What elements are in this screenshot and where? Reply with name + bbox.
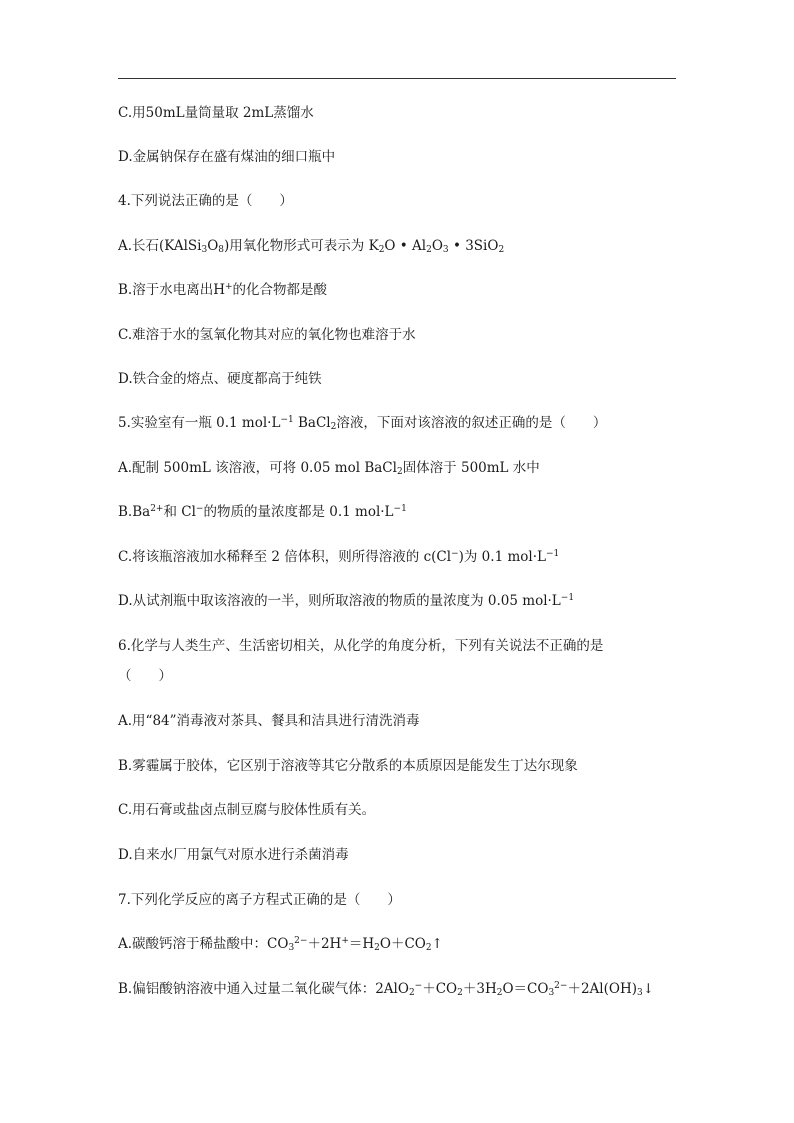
option-4d: D.铁合金的熔点、硬度都高于纯铁: [118, 371, 322, 387]
option-5a: A.配制 500mL 该溶液，可将 0.05 mol BaCl$_2$固体溶于 500mL 水中: [118, 460, 540, 477]
question-6: 6.化学与人类生产、生活密切相关，从化学的角度分析，下列有关说法不正确的是: [118, 638, 604, 654]
option-6a: A.用“84”消毒液对茶具、餐具和洁具进行清洗消毒: [118, 713, 420, 729]
option-4a: A.长石$(KAlSi_3O_8)$用氧化物形式可表示为 $K_2O$ • $Al_2O_3$ • 3SiO$_2$: [118, 238, 505, 255]
option-5b: $B.Ba^{2+}$和 Cl−的物质的量浓度都是 0.1 $mol\cdot L^{-1}$: [118, 504, 407, 520]
question-4: 4.下列说法正确的是（ ）: [118, 193, 293, 209]
option-7a: A.碳酸钙溶于稀盐酸中：$CO_3^{2-}+2H^+=H_2O+CO_2↑$: [118, 936, 443, 953]
option-6d: D.自来水厂用氯气对原水进行杀菌消毒: [118, 847, 349, 863]
option-5c: C.将该瓶溶液加水稀释至 2 倍体积，则所得溶液的 c(Cl−)为 0.1 $mol\cdot L^{-1}$: [118, 549, 560, 565]
header-rule: [118, 78, 676, 79]
option-3d: D.金属钠保存在盛有煤油的细口瓶中: [118, 149, 336, 165]
option-7b: B.偏铝酸钠溶液中通入过量二氧化碳气体：$2AlO_2^-+CO_2+3H_2O=CO_3^{2-}+2Al(OH)_3↓$: [118, 981, 655, 998]
option-6b: B.雾霾属于胶体，它区别于溶液等其它分散系的本质原因是能发生丁达尔现象: [118, 758, 578, 774]
question-5: 5.实验室有一瓶 0.1 $mol\cdot L^{-1}$ BaCl$_2$溶液，下面对该溶液的叙述正确的是（ ）: [118, 415, 607, 432]
option-4c: C.难溶于水的氢氧化物其对应的氧化物也难溶于水: [118, 327, 416, 343]
question-7: 7.下列化学反应的离子方程式正确的是（ ）: [118, 892, 401, 908]
option-5d: D.从试剂瓶中取该溶液的一半，则所取溶液的物质的量浓度为 0.05 $mol\cdot L^{-1}$: [118, 593, 575, 609]
option-4b: B.溶于水电离出H+的化合物都是酸: [118, 282, 328, 298]
option-6c: C.用石膏或盐卤点制豆腐与胶体性质有关。: [118, 802, 376, 818]
option-3c: C.用50mL量筒量取 2mL蒸馏水: [118, 105, 314, 121]
question-6-blank: （ ）: [118, 668, 172, 684]
